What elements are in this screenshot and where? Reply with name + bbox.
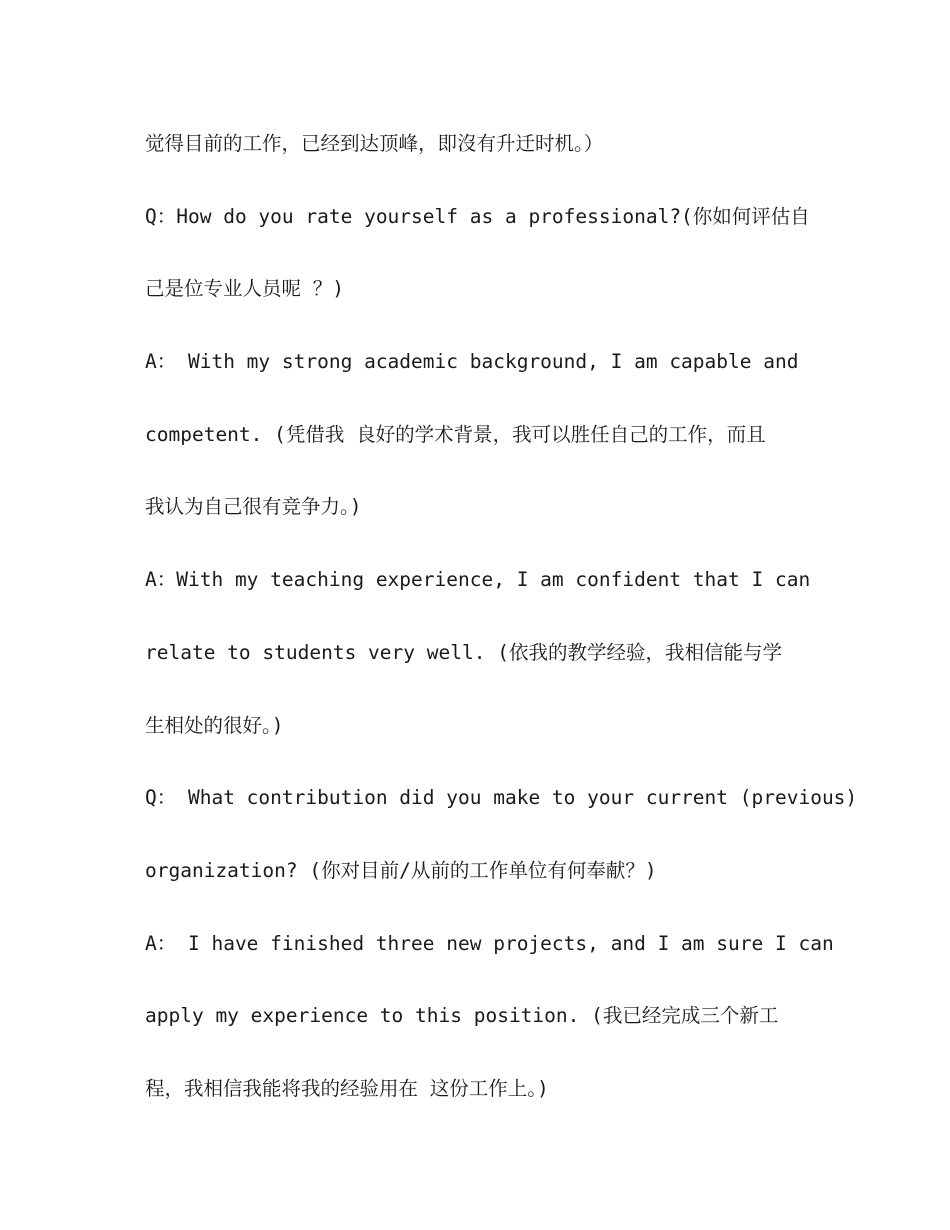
text-line: relate to students very well. (依我的教学经验，我相信能与学 [145,640,782,664]
text-line: 己是位专业人员呢 ？) [145,277,344,301]
text-line: 我认为自己很有竞争力。) [145,495,362,519]
text-line: A：With my teaching experience, I am confident that I can [145,568,811,592]
text-line: A： I have finished three new projects, and I am sure I can [145,931,834,955]
text-line: organization? (你对目前/从前的工作单位有何奉献？) [145,858,657,882]
text-line: apply my experience to this position. (我已经完成三个新工 [145,1004,779,1028]
text-line: 程，我相信我能将我的经验用在 这份工作上。) [145,1076,549,1100]
text-line: Q： What contribution did you make to your current (previous) [145,786,858,810]
text-line: A： With my strong academic background, I am capable and [145,350,799,374]
text-line: 生相处的很好。) [145,713,284,737]
document-body [145,124,858,1142]
text-line: competent. (凭借我 良好的学术背景，我可以胜任自己的工作，而且 [145,422,766,446]
text-line: 觉得目前的工作，已经到达顶峰，即沒有升迁时机。） [145,132,604,155]
text-line: Q：How do you rate yourself as a professional?(你如何评估自 [145,204,810,228]
